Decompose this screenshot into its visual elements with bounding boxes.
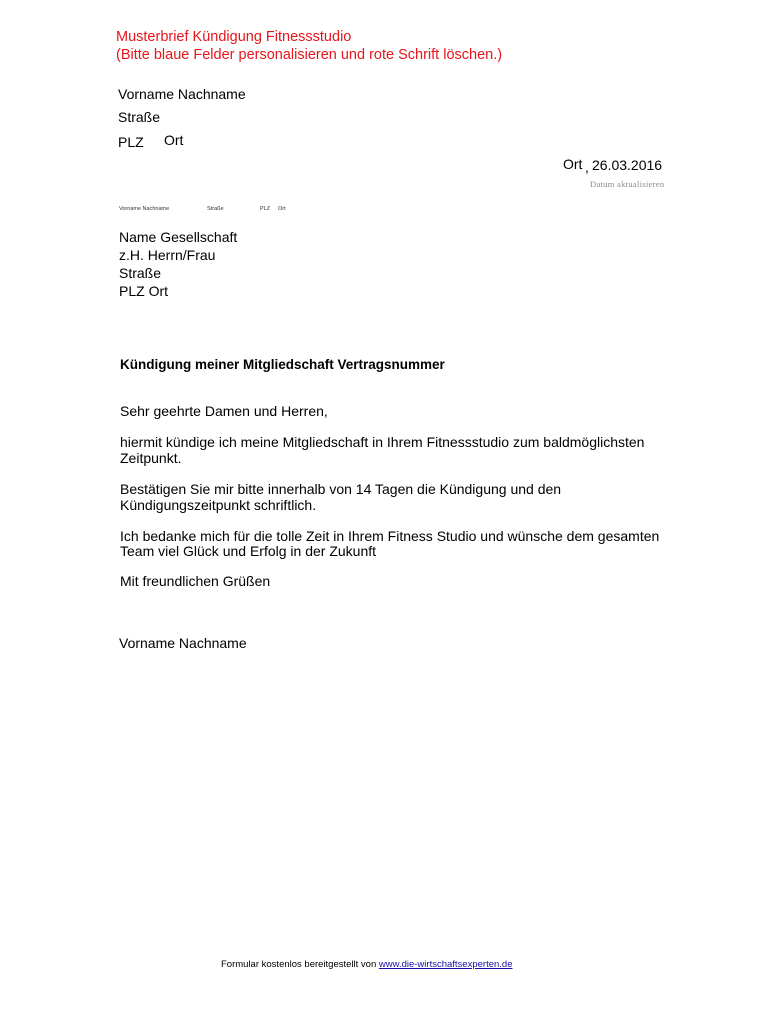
footer: [221, 959, 512, 970]
closing: Mit freundlichen Grüßen: [120, 573, 271, 589]
signature-name: Vorname Nachname: [119, 635, 247, 651]
footer-link[interactable]: www.die-wirtschaftsexperten.de: [378, 959, 513, 970]
paragraph-2-line-2: Kündigungszeitpunkt schriftlich.: [120, 497, 317, 513]
paragraph-1-line-2: Zeitpunkt.: [120, 450, 182, 466]
return-city: Ort: [278, 206, 286, 212]
date-separator: ,: [585, 159, 589, 175]
salutation: Sehr geehrte Damen und Herren,: [120, 403, 328, 419]
return-plz: PLZ: [260, 206, 271, 212]
paragraph-3-line-2: Team viel Glück und Erfolg in der Zukunft: [120, 543, 377, 559]
paragraph-3-line-1: Ich bedanke mich für die tolle Zeit in Ihrem Fitness Studio und wünsche dem gesamten: [120, 528, 660, 544]
return-street: Straße: [207, 206, 224, 212]
paragraph-1-line-1: hiermit kündige ich meine Mitgliedschaft in Ihrem Fitnessstudio zum baldmöglichsten: [120, 434, 645, 450]
return-name: Vorname Nachname: [119, 206, 170, 212]
sender-city: Ort: [164, 132, 184, 148]
recipient-attention: z.H. Herrn/Frau: [119, 247, 216, 263]
notice-instruction: (Bitte blaue Felder personalisieren und rote Schrift löschen.): [116, 47, 503, 63]
recipient-company: Name Gesellschaft: [119, 229, 238, 245]
sender-name: Vorname Nachname: [118, 86, 246, 102]
sender-street: Straße: [118, 109, 161, 125]
paragraph-2-line-1: Bestätigen Sie mir bitte innerhalb von 14 Tagen die Kündigung und den: [120, 481, 562, 497]
recipient-street: Straße: [119, 265, 162, 281]
date-value: 26.03.2016: [592, 157, 663, 173]
date-update-hint: Datum aktualisieren: [590, 179, 665, 189]
date-city: Ort: [563, 156, 583, 172]
subject-line: Kündigung meiner Mitgliedschaft Vertragsnummer: [120, 357, 445, 372]
sender-plz: PLZ: [118, 134, 144, 150]
recipient-plz-city: PLZ Ort: [119, 283, 169, 299]
notice-title: Musterbrief Kündigung Fitnessstudio: [116, 29, 352, 45]
footer-text: Formular kostenlos bereitgestellt von: [221, 959, 379, 970]
